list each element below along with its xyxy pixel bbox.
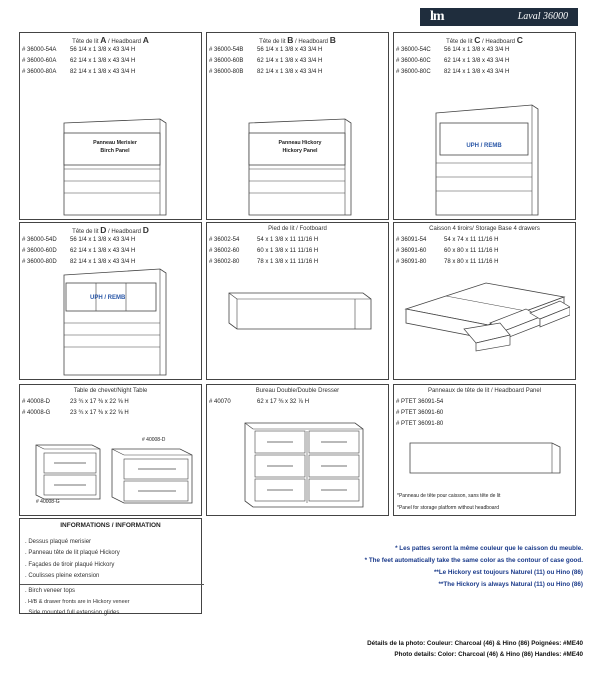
sku-row: # 36000-60B 62 1/4 x 1 3/8 x 43 3/4 H — [209, 58, 323, 64]
sku-row: # PTET 36091-54 — [396, 399, 444, 405]
sku-row: # PTET 36091-80 — [396, 421, 444, 427]
panel-title: Tête de lit B / Headboard B — [259, 35, 336, 45]
sku-row: # 36002-60 60 x 1 3/8 x 11 11/16 H — [209, 248, 319, 254]
headboard-a-drawing — [60, 117, 172, 217]
headboard-c-drawing — [432, 103, 544, 219]
sku-table — [396, 45, 509, 78]
panel-title: Bureau Double/Double Dresser — [255, 388, 340, 394]
sku-row: # 36091-54 54 x 74 x 11 11/16 H — [396, 237, 499, 243]
note-en: *Panel for storage platform without headboard — [397, 505, 500, 511]
panel-title: Tête de lit A / Headboard A — [72, 35, 149, 45]
sku-row: # 40008-D 23 ¾ x 17 ⅜ x 22 ⅝ H — [22, 399, 129, 405]
note-line: * The feet automatically take the same color as the contour of case good. — [364, 557, 583, 564]
panel-label: Panneau Merisier Birch Panel — [93, 140, 137, 154]
sku-row: # 36091-80 78 x 80 x 11 11/16 H — [396, 259, 499, 265]
sku-row: # 36000-60D 62 1/4 x 1 3/8 x 43 3/4 H — [22, 248, 136, 254]
sku-table — [209, 45, 322, 78]
sku-row: # 36000-54C 56 1/4 x 1 3/8 x 43 3/4 H — [396, 47, 510, 53]
panel-title: Panneaux de tête de lit / Headboard Panel — [427, 388, 542, 394]
sku-row: # 36002-80 78 x 1 3/8 x 11 11/16 H — [209, 259, 319, 265]
panel-double-dresser — [206, 384, 389, 516]
brand-bar — [420, 8, 578, 26]
sku-row: # 36000-60A 62 1/4 x 1 3/8 x 43 3/4 H — [22, 58, 136, 64]
headboard-b-drawing — [245, 117, 357, 217]
note-line: * Les pattes seront la même couleur que le caisson du meuble. — [395, 545, 583, 552]
info-title: INFORMATIONS / INFORMATION — [60, 522, 161, 529]
info-list — [25, 537, 204, 620]
divider — [20, 584, 204, 585]
sku-table — [396, 235, 498, 268]
panel-label: UPH / REMB — [90, 295, 126, 301]
sku-row: # 36000-60C 62 1/4 x 1 3/8 x 43 3/4 H — [396, 58, 510, 64]
tag-40008-d: # 40008-D — [142, 437, 166, 443]
panel-headboard-d — [19, 222, 202, 380]
sku-row: # 36000-80D 82 1/4 x 1 3/8 x 43 3/4 H — [22, 259, 136, 265]
sku-table — [209, 235, 318, 268]
sku-table — [22, 45, 135, 78]
info-item: . Façades de tiroir plaqué Hickory — [25, 561, 115, 568]
panel-label: UPH / REMB — [466, 143, 502, 149]
sku-row: # 36000-80B 82 1/4 x 1 3/8 x 43 3/4 H — [209, 69, 323, 75]
panel-title: Tête de lit C / Headboard C — [446, 35, 523, 45]
brand-logo: lm — [430, 9, 444, 24]
sku-row: # 36000-80C 82 1/4 x 1 3/8 x 43 3/4 H — [396, 69, 510, 75]
panel-headboard-c — [393, 32, 576, 220]
headboard-panel-drawing — [406, 439, 566, 479]
info-item: . Dessus plaqué merisier — [25, 539, 92, 545]
panel-title: Caisson 4 tiroirs/ Storage Base 4 drawers — [429, 226, 540, 232]
headboard-d-drawing — [60, 267, 172, 379]
photo-details — [367, 638, 583, 660]
color-notes — [365, 543, 583, 591]
storage-base-drawing — [400, 273, 570, 353]
info-item: . H/B & drawer fronts are in Hickory veneer — [25, 599, 130, 606]
tag-40008-g: # 40008-G — [36, 499, 60, 505]
note-line: **The Hickory is always Natural (11) ou Hino (86) — [438, 581, 583, 588]
panel-title: Tête de lit D / Headboard D — [72, 225, 149, 235]
sku-row: # 36000-80A 82 1/4 x 1 3/8 x 43 3/4 H — [22, 69, 136, 75]
panel-title: Table de chevet/Night Table — [73, 388, 148, 394]
panel-footboard — [206, 222, 389, 380]
photo-details-fr: Détails de la photo: Couleur: Charcoal (46) & Hino (86) Poignées: #ME40 — [367, 640, 583, 647]
panel-label: Panneau Hickory Hickory Panel — [278, 140, 322, 154]
series-name: Laval 36000 — [517, 11, 568, 22]
panel-storage-base — [393, 222, 576, 380]
sku-row: # 36000-54B 56 1/4 x 1 3/8 x 43 3/4 H — [209, 47, 323, 53]
panel-title: Pied de lit / Footboard — [268, 226, 327, 232]
info-item: . Side mounted full extension glides — [25, 610, 120, 617]
sku-row: # 36000-54A 56 1/4 x 1 3/8 x 43 3/4 H — [22, 47, 136, 53]
sku-row: # 36000-54D 56 1/4 x 1 3/8 x 43 3/4 H — [22, 237, 136, 243]
panel-headboard-panel — [393, 384, 576, 516]
sku-row: # 36002-54 54 x 1 3/8 x 11 11/16 H — [209, 237, 319, 243]
panel-headboard-a — [19, 32, 202, 220]
sku-table — [209, 397, 309, 408]
sku-table — [396, 397, 443, 430]
sku-table — [22, 397, 129, 419]
info-item: . Panneau tête de lit plaqué Hickory — [25, 550, 120, 557]
note-line: **Le Hickory est toujours Naturel (11) ou Hino (86) — [433, 569, 583, 576]
dresser-drawing — [239, 419, 369, 513]
photo-details-en: Photo details: Color: Charcoal (46) & Hino (86) Handles: #ME40 — [394, 651, 583, 658]
information-box — [19, 518, 202, 617]
sku-row: # 40008-G 23 ¾ x 17 ⅜ x 22 ⅝ H — [22, 410, 129, 416]
sku-row: # 40070 62 x 17 ⅜ x 32 ⅞ H — [209, 399, 310, 405]
panel-night-table — [19, 384, 202, 516]
footboard-drawing — [225, 289, 375, 333]
sku-row: # 36091-60 60 x 80 x 11 11/16 H — [396, 248, 499, 254]
sku-row: # PTET 36091-60 — [396, 410, 444, 416]
note-fr: *Panneau de tête pour caisson, sans tête de lit — [397, 493, 501, 499]
sku-table — [22, 235, 135, 268]
panel-headboard-b — [206, 32, 389, 220]
info-item: . Coulisses pleine extension — [25, 573, 100, 580]
info-item: . Birch veneer tops — [25, 587, 76, 594]
